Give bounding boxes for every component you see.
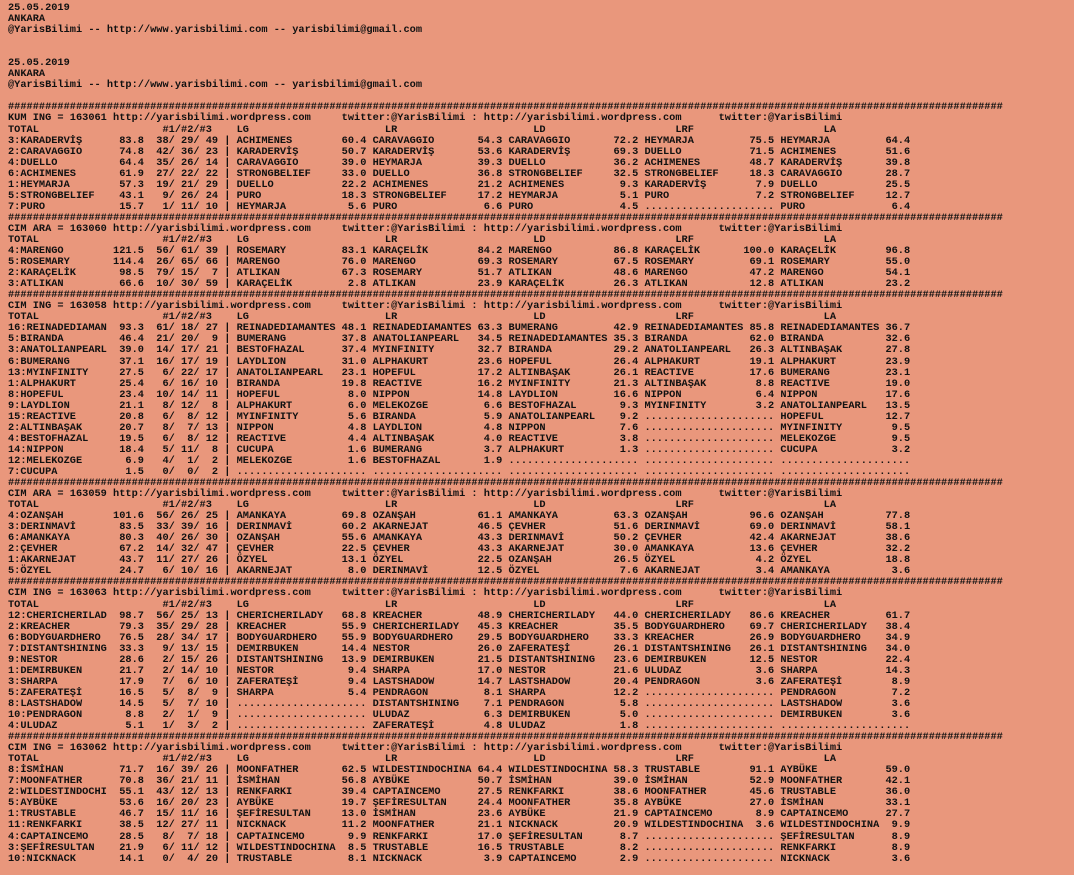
report-line xyxy=(8,36,1003,47)
report-line: 7:MOONFATHER 70.8 36/ 21/ 11 | İSMİHAN 56.8 AYBÜKE 50.7 İSMİHAN 39.0 İSMİHAN 52.9 MOONFATHER 42.1 xyxy=(8,775,911,788)
report-line: CIM ARA = 163060 http://yarisbilimi.wordpress.com twitter:@YarisBilimi : http://yarisbilimi.wordpress.com twitter:@YarisBilimi xyxy=(8,222,843,235)
report-line: 10:NICKNACK 14.1 0/ 4/ 20 | TRUSTABLE 8.1 NICKNACK 3.9 CAPTAINCEMO 2.9 ..................... NICKNACK 3.6 xyxy=(8,852,911,865)
report-line: ################################################################################################################################################################# xyxy=(8,211,1003,224)
report-line: TOTAL #1/#2/#3 LG LR LD LRF LA xyxy=(8,598,837,611)
report-line: 25.05.2019 xyxy=(8,57,70,70)
report-line: TOTAL #1/#2/#3 LG LR LD LRF LA xyxy=(8,123,837,136)
report-line: 25.05.2019 xyxy=(8,2,70,14)
report-line: 5:ROSEMARY 114.4 26/ 65/ 66 | MARENGO 76.0 MARENGO 69.3 ROSEMARY 67.5 ROSEMARY 69.1 ROSEMARY 55.0 xyxy=(8,256,911,269)
report-line: KUM ING = 163061 http://yarisbilimi.wordpress.com twitter:@YarisBilimi : http://yarisbilimi.wordpress.com twitter:@YarisBilimi xyxy=(8,112,843,125)
report-line xyxy=(8,47,1003,58)
report-line: ANKARA xyxy=(8,68,46,81)
report-line: TOTAL #1/#2/#3 LG LR LD LRF LA xyxy=(8,753,837,766)
report-line: 8:LASTSHADOW 14.5 5/ 7/ 10 | ..................... DISTANTSHINING 7.1 PENDRAGON 5.8 ..................... LASTSHADOW 3.6 xyxy=(8,697,911,710)
report-line: TOTAL #1/#2/#3 LG LR LD LRF LA xyxy=(8,233,837,246)
report-line: 13:MYINFINITY 27.5 6/ 22/ 17 | ANATOLIANPEARL 23.1 HOPEFUL 17.2 ALTINBAŞAK 26.1 REACTIVE 17.6 BUMERANG 23.1 xyxy=(8,366,911,379)
report-line: ################################################################################################################################################################# xyxy=(8,289,1003,302)
report-line: 5:ÖZYEL 24.7 6/ 10/ 16 | AKARNEJAT 8.0 DERINMAVİ 12.5 ÖZYEL 7.6 AKARNEJAT 3.4 AMANKAYA 3.6 xyxy=(8,565,911,578)
report-line: @YarisBilimi -- http://www.yarisbilimi.com -- yarisbilimi@gmail.com xyxy=(8,79,423,92)
report-line: 4:BESTOFHAZAL 19.5 6/ 8/ 12 | REACTIVE 4.4 ALTINBAŞAK 4.0 REACTIVE 3.8 ..................... MELEKOZGE 9.5 xyxy=(8,432,911,445)
report-line: 2:WILDESTINDOCHI 55.1 43/ 12/ 13 | RENKFARKI 39.4 CAPTAINCEMO 27.5 RENKFARKI 38.6 MOONFATHER 45.6 TRUSTABLE 36.0 xyxy=(8,786,911,799)
report-line: 5:ZAFERATEŞİ 16.5 5/ 8/ 9 | SHARPA 5.4 PENDRAGON 8.1 SHARPA 12.2 ..................... PENDRAGON 7.2 xyxy=(8,686,911,699)
report-line: 5:AYBÜKE 53.6 16/ 20/ 23 | AYBÜKE 19.7 ŞEFİRESULTAN 24.4 MOONFATHER 35.8 AYBÜKE 27.0 İSMİHAN 33.1 xyxy=(8,797,911,810)
report-line: CIM ING = 163062 http://yarisbilimi.wordpress.com twitter:@YarisBilimi : http://yarisbilimi.wordpress.com twitter:@YarisBilimi xyxy=(8,742,843,755)
report-line: 2:KARAÇELİK 98.5 79/ 15/ 7 | ATLIKAN 67.3 ROSEMARY 51.7 ATLIKAN 48.6 MARENGO 47.2 MARENGO 54.1 xyxy=(8,267,911,280)
report-line: 2:ÇEVHER 67.2 14/ 32/ 47 | ÇEVHER 22.5 ÇEVHER 43.3 AKARNEJAT 30.0 AMANKAYA 13.6 ÇEVHER 32.2 xyxy=(8,543,911,556)
report-line: 6:ACHIMENES 61.9 27/ 22/ 22 | STRONGBELIEF 33.0 DUELLO 36.8 STRONGBELIEF 32.5 STRONGBELIEF 18.3 CARAVAGGIO 28.7 xyxy=(8,167,911,180)
report-line: 3:ŞEFİRESULTAN 21.9 6/ 11/ 12 | WILDESTINDOCHINA 8.5 TRUSTABLE 16.5 TRUSTABLE 8.2 ..................... RENKFARKI 8.9 xyxy=(8,841,911,854)
report-line: 2:KREACHER 79.3 35/ 29/ 28 | KREACHER 55.9 CHERICHERILADY 45.3 KREACHER 35.5 BODYGUARDHERO 69.7 CHERICHERILADY 38.4 xyxy=(8,620,911,633)
report-line: 1:TRUSTABLE 46.7 15/ 11/ 16 | ŞEFİRESULTAN 13.0 İSMİHAN 23.6 AYBÜKE 21.9 CAPTAINCEMO 8.9 CAPTAINCEMO 27.7 xyxy=(8,808,911,821)
report-line: 3:ANATOLIANPEARL 39.0 14/ 17/ 21 | BESTOFHAZAL 37.4 MYINFINITY 32.7 BIRANDA 29.2 ANATOLIANPEARL 26.3 ALTINBAŞAK 27.8 xyxy=(8,344,911,357)
report-line: ################################################################################################################################################################# xyxy=(8,731,1003,744)
report-line: 1:HEYMARJA 57.3 19/ 21/ 29 | DUELLO 22.2 ACHIMENES 21.2 ACHIMENES 9.3 KARADERVİŞ 7.9 DUELLO 25.5 xyxy=(8,178,911,191)
report-line: 4:CAPTAINCEMO 28.5 8/ 7/ 18 | CAPTAINCEMO 9.9 RENKFARKI 17.0 ŞEFİRESULTAN 8.7 ..................... ŞEFİRESULTAN 8.9 xyxy=(8,830,911,843)
report-line: 15:REACTIVE 20.8 6/ 8/ 12 | MYINFINITY 5.6 BIRANDA 5.9 ANATOLIANPEARL 9.2 ..................... HOPEFUL 12.7 xyxy=(8,410,911,423)
report-line: 2:CARAVAGGIO 74.8 42/ 36/ 23 | KARADERVİŞ 50.7 KARADERVİŞ 53.6 KARADERVİŞ 69.3 DUELLO 71.5 ACHIMENES 51.6 xyxy=(8,145,911,158)
report-line: @YarisBilimi -- http://www.yarisbilimi.com -- yarisbilimi@gmail.com xyxy=(8,24,423,37)
report-line: ################################################################################################################################################################# xyxy=(8,101,1003,114)
report-line: 9:LAYDLION 21.1 8/ 12/ 8 | ALPHAKURT 6.0 MELEKOZGE 6.6 BESTOFHAZAL 9.3 MYINFINITY 3.2 ANATOLIANPEARL 13.5 xyxy=(8,399,911,412)
report-line: 3:DERINMAVİ 83.5 33/ 39/ 16 | DERINMAVİ 60.2 AKARNEJAT 46.5 ÇEVHER 51.6 DERINMAVİ 69.0 DERINMAVİ 58.1 xyxy=(8,521,911,534)
report-line: 6:BUMERANG 37.1 16/ 17/ 19 | LAYDLION 31.0 ALPHAKURT 23.6 HOPEFUL 26.4 ALPHAKURT 19.1 ALPHAKURT 23.9 xyxy=(8,355,911,368)
report-line: 5:STRONGBELIEF 43.1 9/ 26/ 24 | PURO 18.3 STRONGBELIEF 17.2 HEYMARJA 5.1 PURO 7.2 STRONGBELIEF 12.7 xyxy=(8,189,911,202)
report-line: 8:HOPEFUL 23.4 10/ 14/ 11 | HOPEFUL 8.0 NIPPON 14.8 LAYDLION 16.6 NIPPON 6.4 NIPPON 17.6 xyxy=(8,388,911,401)
report-line: 9:NESTOR 28.6 2/ 15/ 26 | DISTANTSHINING 13.9 DEMIRBUKEN 21.5 DISTANTSHINING 23.6 DEMIRBUKEN 12.5 NESTOR 22.4 xyxy=(8,653,911,666)
report-line: TOTAL #1/#2/#3 LG LR LD LRF LA xyxy=(8,499,837,512)
report-line: TOTAL #1/#2/#3 LG LR LD LRF LA xyxy=(8,311,837,324)
report-line: ################################################################################################################################################################# xyxy=(8,576,1003,589)
report-line: 1:AKARNEJAT 43.7 11/ 27/ 26 | ÖZYEL 13.1 ÖZYEL 22.5 OZANŞAH 26.5 ÖZYEL 4.2 ÖZYEL 18.8 xyxy=(8,554,911,567)
report-line: 12:CHERICHERILAD 98.7 56/ 25/ 13 | CHERICHERILADY 68.8 KREACHER 48.9 CHERICHERILADY 44.0 CHERICHERILADY 86.6 KREACHER 61.7 xyxy=(8,609,911,622)
report-line: 4:MARENGO 121.5 56/ 61/ 39 | ROSEMARY 83.1 KARAÇELİK 84.2 MARENGO 86.8 KARAÇELİK 100.0 KARAÇELİK 96.8 xyxy=(8,245,911,258)
report-line: 5:BIRANDA 46.4 21/ 20/ 9 | BUMERANG 37.8 ANATOLIANPEARL 34.5 REINADEDIAMANTES 35.3 BIRANDA 62.0 BIRANDA 32.6 xyxy=(8,333,911,346)
report-line: 2:ALTINBAŞAK 20.7 8/ 7/ 13 | NIPPON 4.8 LAYDLION 4.8 NIPPON 7.6 ..................... MYINFINITY 9.5 xyxy=(8,421,911,434)
report-line: 3:KARADERVİŞ 83.8 38/ 29/ 49 | ACHIMENES 60.4 CARAVAGGIO 54.3 CARAVAGGIO 72.2 HEYMARJA 75.5 HEYMARJA 64.4 xyxy=(8,134,911,147)
report-line: 12:MELEKOZGE 6.9 4/ 1/ 2 | MELEKOZGE 1.6 BESTOFHAZAL 1.9 ..................... ..................... ..................... xyxy=(8,454,911,467)
report-line: 10:PENDRAGON 8.8 2/ 1/ 9 | ..................... ULUDAZ 6.3 DEMIRBUKEN 5.0 ..................... DEMIRBUKEN 3.6 xyxy=(8,709,911,721)
report-text xyxy=(8,3,1003,865)
report-line: 6:AMANKAYA 80.3 40/ 26/ 30 | OZANŞAH 55.6 AMANKAYA 43.3 DERINMAVİ 50.2 ÇEVHER 42.4 AKARNEJAT 38.6 xyxy=(8,532,911,545)
report-line: 14:NIPPON 18.4 5/ 11/ 8 | CUCUPA 1.6 BUMERANG 3.7 ALPHAKURT 1.3 ..................... CUCUPA 3.2 xyxy=(8,443,911,456)
report-line: 1:ALPHAKURT 25.4 6/ 16/ 10 | BIRANDA 19.8 REACTIVE 16.2 MYINFINITY 21.3 ALTINBAŞAK 8.8 REACTIVE 19.0 xyxy=(8,377,911,390)
report-line: 7:PURO 15.7 1/ 11/ 10 | HEYMARJA 5.6 PURO 6.6 PURO 4.5 ..................... PURO 6.4 xyxy=(8,200,911,213)
report-line: CIM ARA = 163059 http://yarisbilimi.wordpress.com twitter:@YarisBilimi : http://yarisbilimi.wordpress.com twitter:@YarisBilimi xyxy=(8,488,843,501)
report-line: 16:REINADEDIAMAN 93.3 61/ 18/ 27 | REINADEDIAMANTES 48.1 REINADEDIAMANTES 63.3 BUMERANG 42.9 REINADEDIAMANTES 85.8 REINADEDIAMANTES 36.7 xyxy=(8,322,911,335)
report-line: 11:RENKFARKI 38.5 12/ 27/ 11 | NICKNACK 11.2 MOONFATHER 21.1 NICKNACK 20.9 WILDESTINDOCHINA 3.6 WILDESTINDOCHINA 9.9 xyxy=(8,819,911,832)
report-line: 7:DISTANTSHINING 33.3 9/ 13/ 15 | DEMIRBUKEN 14.4 NESTOR 26.0 ZAFERATEŞİ 26.1 DISTANTSHINING 26.1 DISTANTSHINING 34.0 xyxy=(8,642,911,655)
report-line: 6:BODYGUARDHERO 76.5 28/ 34/ 17 | BODYGUARDHERO 55.9 BODYGUARDHERO 29.5 BODYGUARDHERO 33.3 KREACHER 26.9 BODYGUARDHERO 34.9 xyxy=(8,631,911,644)
report-line: 4:DUELLO 64.4 35/ 26/ 14 | CARAVAGGIO 39.0 HEYMARJA 39.3 DUELLO 36.2 ACHIMENES 48.7 KARADERVİŞ 39.8 xyxy=(8,156,911,169)
report-line: 4:OZANŞAH 101.6 56/ 26/ 25 | AMANKAYA 69.8 OZANŞAH 61.1 AMANKAYA 63.3 OZANŞAH 96.6 OZANŞAH 77.8 xyxy=(8,510,911,523)
report-line: CIM ING = 163058 http://yarisbilimi.wordpress.com twitter:@YarisBilimi : http://yarisbilimi.wordpress.com twitter:@YarisBilimi xyxy=(8,300,843,313)
report-line: 4:ULUDAZ 5.1 1/ 3/ 2 | ..................... ZAFERATEŞİ 4.8 ULUDAZ 1.8 ..................... ..................... xyxy=(8,720,911,733)
report-line: ANKARA xyxy=(8,13,46,26)
report-line: ################################################################################################################################################################# xyxy=(8,477,1003,490)
report-line: 3:ATLIKAN 66.6 10/ 30/ 59 | KARAÇELİK 2.8 ATLIKAN 23.9 KARAÇELİK 26.3 ATLIKAN 12.8 ATLIKAN 23.2 xyxy=(8,278,911,291)
report-line: 1:DEMIRBUKEN 21.7 2/ 14/ 10 | NESTOR 9.4 SHARPA 17.0 NESTOR 21.6 ULUDAZ 3.6 SHARPA 14.3 xyxy=(8,664,911,677)
report-line: 7:CUCUPA 1.5 0/ 0/ 2 | ..................... ..................... ..................... ..................... ..................... xyxy=(8,465,911,478)
report-line: CIM ING = 163063 http://yarisbilimi.wordpress.com twitter:@YarisBilimi : http://yarisbilimi.wordpress.com twitter:@YarisBilimi xyxy=(8,587,843,600)
report-line: 3:SHARPA 17.9 7/ 6/ 10 | ZAFERATEŞİ 9.4 LASTSHADOW 14.7 LASTSHADOW 20.4 PENDRAGON 3.6 ZAFERATEŞİ 8.9 xyxy=(8,675,911,688)
report-line: 8:İSMİHAN 71.7 16/ 39/ 26 | MOONFATHER 62.5 WILDESTINDOCHINA 64.4 WILDESTINDOCHINA 58.3 TRUSTABLE 91.1 AYBÜKE 59.0 xyxy=(8,764,911,777)
